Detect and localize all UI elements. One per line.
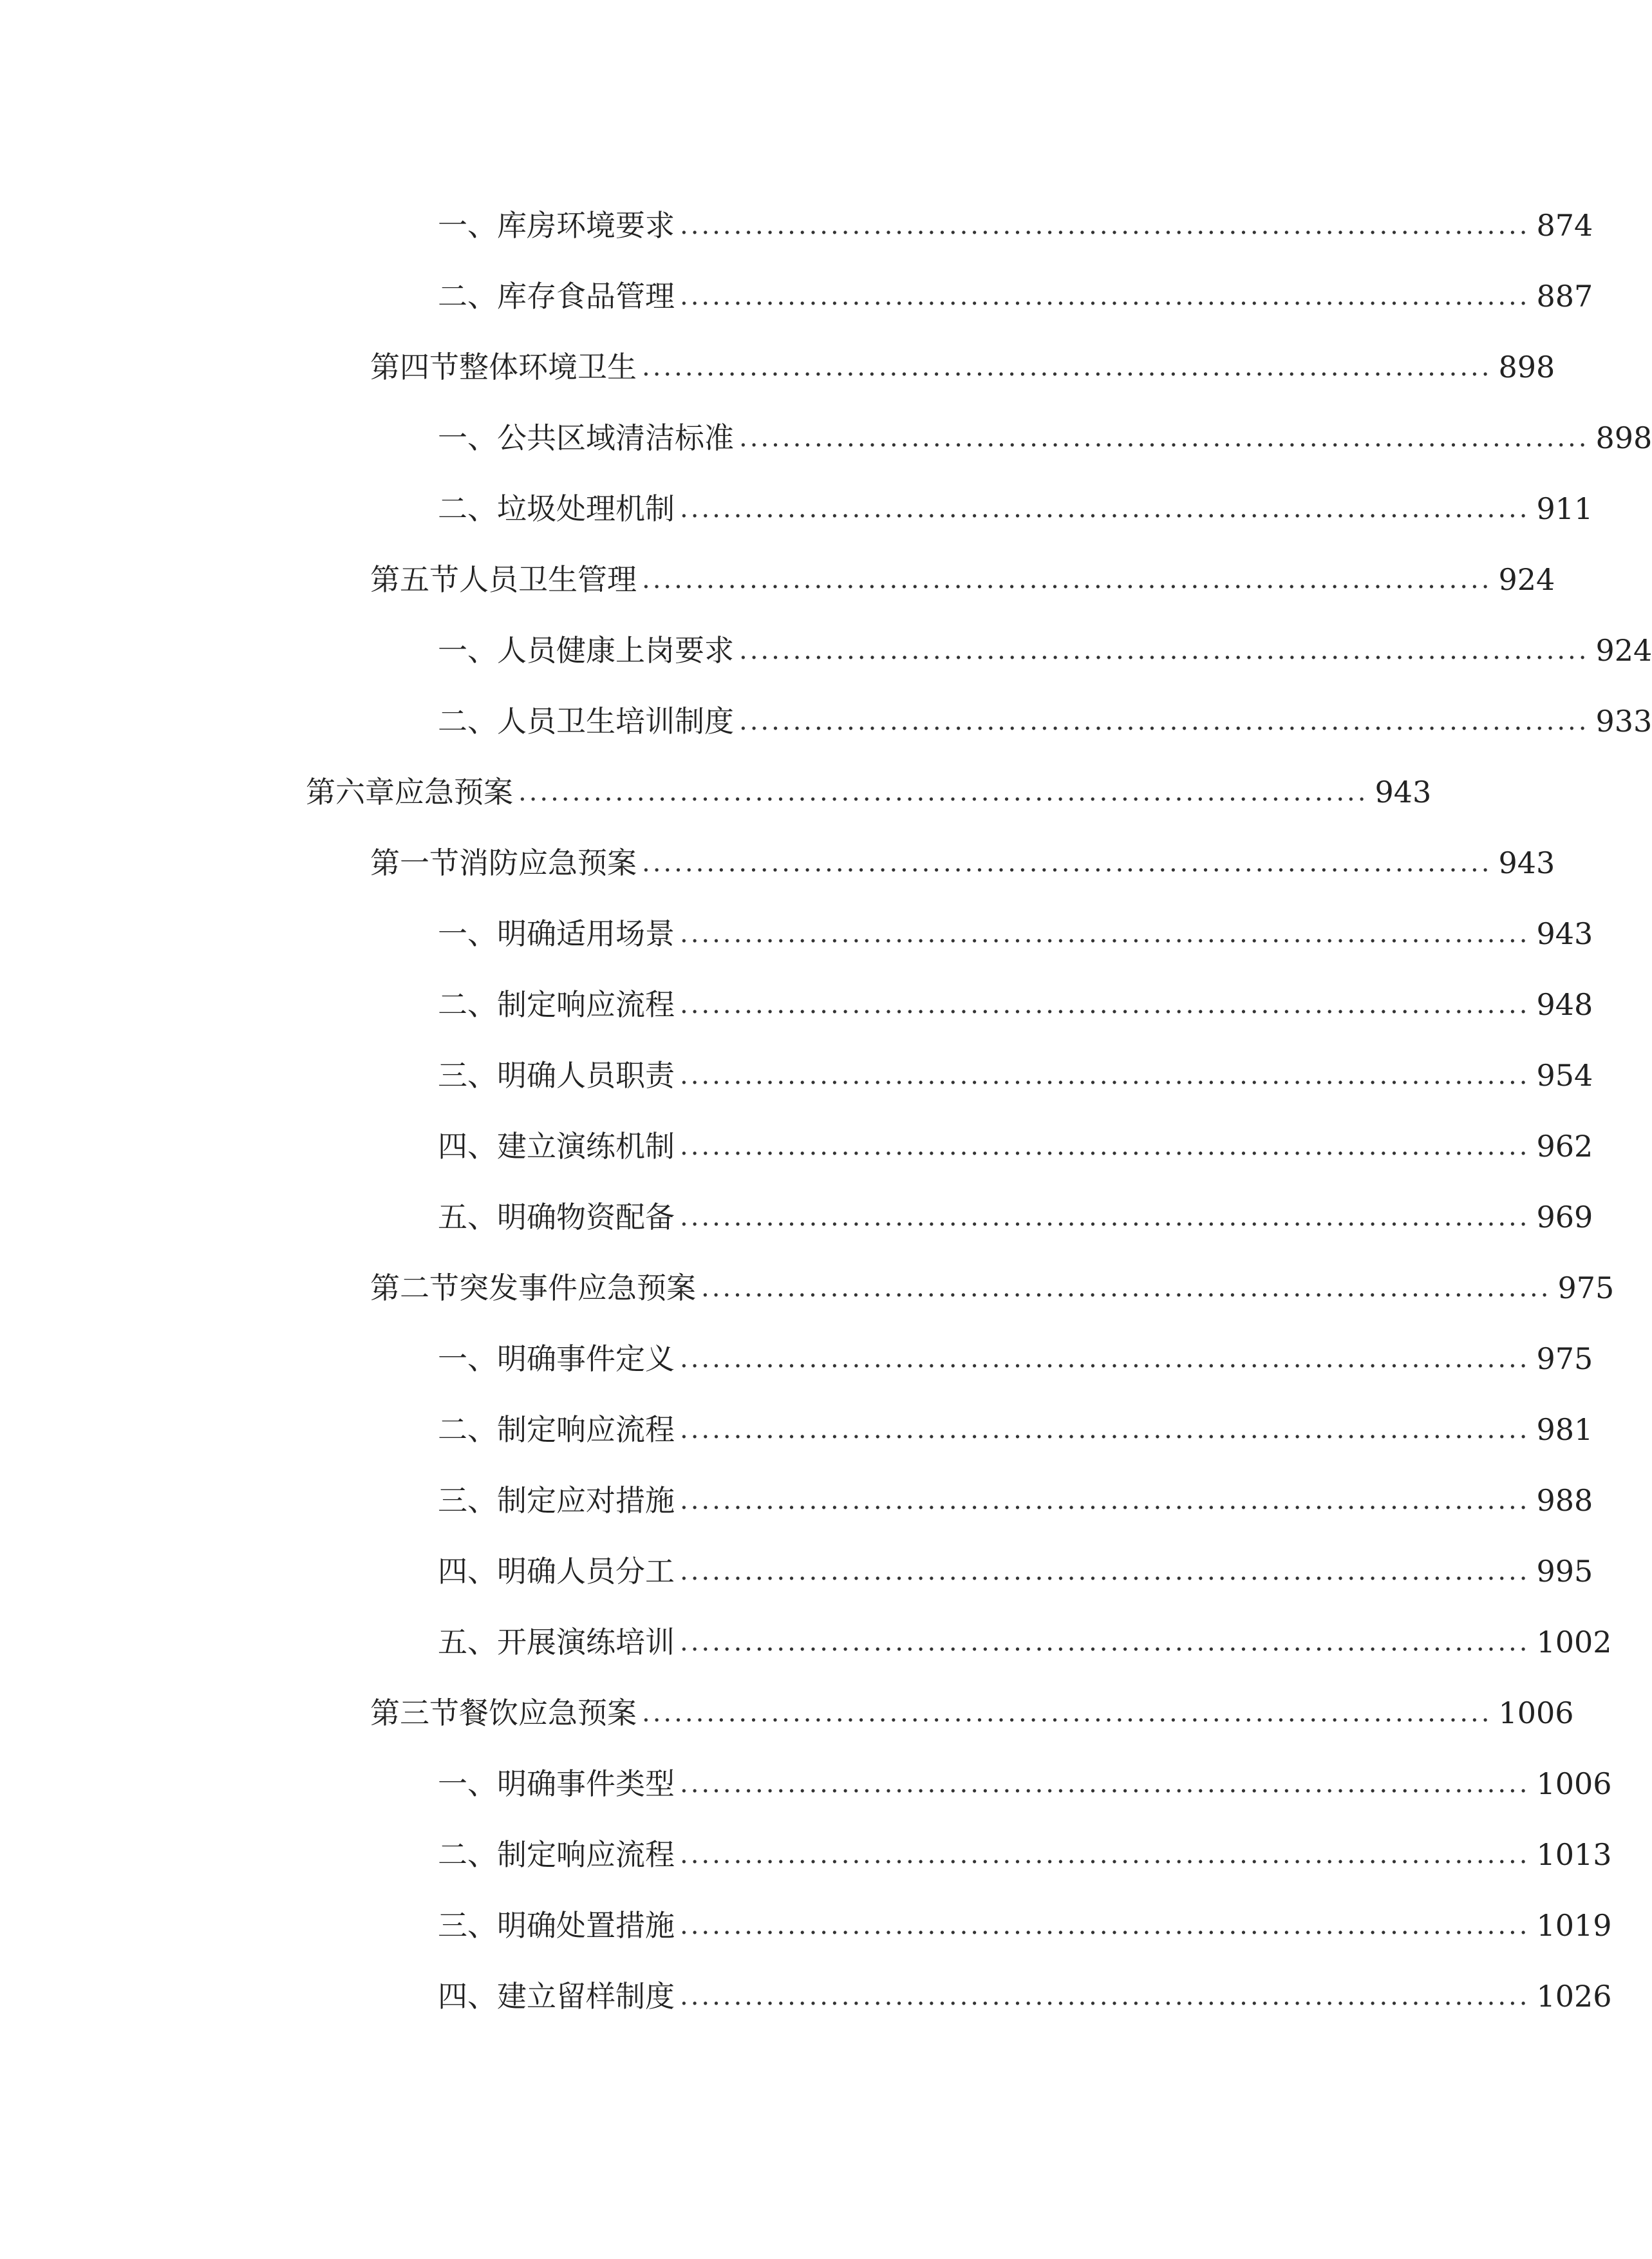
toc-entry-title: 明确事件类型 bbox=[497, 1766, 675, 1801]
toc-entry-number: 一、 bbox=[438, 1341, 497, 1376]
toc-entry-number: 一、 bbox=[438, 916, 497, 951]
toc-entry[interactable] bbox=[438, 695, 1652, 747]
toc-entry[interactable] bbox=[438, 1404, 1593, 1455]
toc-entry-page: 988 bbox=[1536, 1483, 1593, 1518]
toc-entry-page: 924 bbox=[1498, 562, 1555, 597]
toc-entry-page: 969 bbox=[1536, 1200, 1593, 1234]
toc-entry-number: 二、 bbox=[438, 491, 497, 526]
toc-entry[interactable] bbox=[370, 837, 1555, 889]
toc-entry-title: 开展演练培训 bbox=[497, 1625, 675, 1659]
toc-entry-number: 五、 bbox=[438, 1200, 497, 1234]
toc-entry-number: 二、 bbox=[438, 279, 497, 314]
toc-entry[interactable] bbox=[438, 1050, 1593, 1101]
toc-entry-title: 库房环境要求 bbox=[497, 208, 675, 243]
dot-leader: ............................................................................... bbox=[680, 1840, 1530, 1869]
toc-entry-number: 一、 bbox=[438, 1766, 497, 1801]
toc-entry-page: 911 bbox=[1536, 491, 1593, 526]
toc-entry[interactable] bbox=[438, 1475, 1593, 1526]
toc-entry-page: 943 bbox=[1536, 916, 1593, 951]
dot-leader: ............................................................................... bbox=[680, 494, 1530, 524]
toc-entry-number: 一、 bbox=[438, 633, 497, 668]
toc-entry-number: 一、 bbox=[438, 421, 497, 455]
toc-entry-page: 962 bbox=[1536, 1129, 1593, 1164]
toc-entry[interactable] bbox=[438, 1191, 1593, 1243]
toc-entry-page: 943 bbox=[1498, 846, 1555, 880]
toc-entry[interactable] bbox=[370, 554, 1555, 605]
toc-entry-number: 二、 bbox=[438, 987, 497, 1022]
toc-entry-number: 二、 bbox=[438, 1837, 497, 1872]
toc-entry-page: 933 bbox=[1595, 704, 1652, 739]
toc-entry-page: 975 bbox=[1536, 1341, 1593, 1376]
toc-entry-title: 公共区域清洁标准 bbox=[497, 421, 734, 455]
toc-entry-page: 1013 bbox=[1536, 1837, 1612, 1872]
toc-entry-title: 人员健康上岗要求 bbox=[497, 633, 734, 668]
toc-entry-title: 建立演练机制 bbox=[497, 1129, 675, 1164]
dot-leader: ............................................................................... bbox=[680, 1344, 1530, 1374]
toc-entry-title: 制定应对措施 bbox=[497, 1483, 675, 1518]
toc-entry-number: 四、 bbox=[438, 1554, 497, 1589]
dot-leader: ............................................................................... bbox=[739, 706, 1590, 736]
toc-entry-number: 第三节 bbox=[370, 1696, 459, 1730]
toc-entry-number: 二、 bbox=[438, 1412, 497, 1447]
dot-leader: ............................................................................... bbox=[701, 1273, 1552, 1303]
toc-entry-title: 明确物资配备 bbox=[497, 1200, 675, 1234]
toc-entry-number: 第五节 bbox=[370, 562, 459, 597]
dot-leader: ............................................................................... bbox=[680, 1627, 1530, 1657]
toc-entry-title: 明确人员职责 bbox=[497, 1058, 675, 1093]
dot-leader: ............................................................................... bbox=[680, 211, 1530, 240]
toc-entry-page: 887 bbox=[1536, 279, 1593, 314]
toc-entry-title: 消防应急预案 bbox=[459, 846, 637, 880]
toc-entry[interactable] bbox=[438, 908, 1593, 959]
toc-entry[interactable] bbox=[438, 625, 1652, 676]
dot-leader: ............................................................................... bbox=[680, 1486, 1530, 1515]
toc-entry-number: 三、 bbox=[438, 1908, 497, 1943]
toc-entry-number: 三、 bbox=[438, 1058, 497, 1093]
toc-entry-page: 975 bbox=[1557, 1271, 1615, 1305]
toc-entry[interactable] bbox=[306, 766, 1432, 818]
toc-entry-number: 四、 bbox=[438, 1129, 497, 1164]
toc-entry[interactable] bbox=[370, 1262, 1615, 1314]
toc-entry[interactable] bbox=[438, 1333, 1593, 1385]
toc-entry-title: 制定响应流程 bbox=[497, 1412, 675, 1447]
toc-entry-page: 1026 bbox=[1536, 1979, 1612, 2014]
toc-entry-page: 995 bbox=[1536, 1554, 1593, 1589]
toc-entry-title: 制定响应流程 bbox=[497, 987, 675, 1022]
toc-entry-number: 四、 bbox=[438, 1979, 497, 2014]
toc-entry-title: 突发事件应急预案 bbox=[459, 1271, 696, 1305]
dot-leader: ............................................................................... bbox=[642, 565, 1492, 594]
toc-entry-number: 第四节 bbox=[370, 350, 459, 384]
toc-entry-title: 库存食品管理 bbox=[497, 279, 675, 314]
dot-leader: ............................................................................... bbox=[680, 281, 1530, 311]
toc-entry-title: 明确处置措施 bbox=[497, 1908, 675, 1943]
toc-entry-page: 981 bbox=[1536, 1412, 1593, 1447]
toc-entry[interactable] bbox=[438, 1971, 1612, 2022]
toc-entry-page: 898 bbox=[1595, 421, 1652, 455]
dot-leader: ............................................................................... bbox=[680, 1981, 1530, 2011]
dot-leader: ............................................................................... bbox=[642, 1698, 1492, 1728]
toc-entry-number: 二、 bbox=[438, 704, 497, 739]
toc-entry[interactable] bbox=[438, 483, 1593, 534]
toc-entry-page: 898 bbox=[1498, 350, 1555, 384]
toc-entry-title: 明确事件定义 bbox=[497, 1341, 675, 1376]
toc-entry-title: 制定响应流程 bbox=[497, 1837, 675, 1872]
toc-entry[interactable] bbox=[438, 412, 1652, 464]
toc-entry[interactable] bbox=[438, 1616, 1612, 1668]
dot-leader: ............................................................................... bbox=[680, 1202, 1530, 1232]
dot-leader: ............................................................................... bbox=[680, 1911, 1530, 1940]
dot-leader: ............................................................................... bbox=[642, 848, 1492, 878]
toc-entry-page: 874 bbox=[1536, 208, 1593, 243]
toc-entry[interactable] bbox=[438, 200, 1593, 251]
toc-entry[interactable] bbox=[438, 1758, 1612, 1810]
toc-entry-page: 943 bbox=[1375, 775, 1432, 809]
toc-entry-title: 垃圾处理机制 bbox=[497, 491, 675, 526]
toc-entry-number: 第一节 bbox=[370, 846, 459, 880]
toc-entry-page: 1002 bbox=[1536, 1625, 1612, 1659]
dot-leader: ............................................................................... bbox=[680, 990, 1530, 1019]
toc-entry-page: 924 bbox=[1595, 633, 1652, 668]
toc-entry-title: 整体环境卫生 bbox=[459, 350, 637, 384]
toc-entry-title: 人员卫生管理 bbox=[459, 562, 637, 597]
toc-entry-number: 第六章 bbox=[306, 775, 395, 809]
toc-entry-page: 1006 bbox=[1536, 1766, 1612, 1801]
toc-entry-page: 1006 bbox=[1498, 1696, 1574, 1730]
dot-leader: ............................................................................... bbox=[518, 777, 1369, 807]
dot-leader: ............................................................................... bbox=[680, 1556, 1530, 1586]
toc-entry[interactable] bbox=[438, 979, 1593, 1030]
toc-entry-number: 第二节 bbox=[370, 1271, 459, 1305]
toc-entry[interactable] bbox=[438, 1545, 1593, 1597]
dot-leader: ............................................................................... bbox=[680, 1415, 1530, 1444]
toc-entry-number: 三、 bbox=[438, 1483, 497, 1518]
toc-entry[interactable] bbox=[438, 1900, 1612, 1951]
toc-entry-title: 建立留样制度 bbox=[497, 1979, 675, 2014]
toc-entry-number: 一、 bbox=[438, 208, 497, 243]
dot-leader: ............................................................................... bbox=[680, 919, 1530, 949]
dot-leader: ............................................................................... bbox=[680, 1061, 1530, 1090]
toc-entry[interactable] bbox=[370, 341, 1555, 393]
toc-entry-page: 948 bbox=[1536, 987, 1593, 1022]
dot-leader: ............................................................................... bbox=[680, 1131, 1530, 1161]
toc-entry-number: 五、 bbox=[438, 1625, 497, 1659]
dot-leader: ............................................................................... bbox=[642, 352, 1492, 382]
toc-entry-title: 人员卫生培训制度 bbox=[497, 704, 734, 739]
toc-entry-title: 应急预案 bbox=[395, 775, 513, 809]
toc-entry-page: 954 bbox=[1536, 1058, 1593, 1093]
toc-entry-title: 明确适用场景 bbox=[497, 916, 675, 951]
toc-entry-title: 餐饮应急预案 bbox=[459, 1696, 637, 1730]
dot-leader: ............................................................................... bbox=[739, 423, 1590, 453]
dot-leader: ............................................................................... bbox=[739, 636, 1590, 665]
toc-entry[interactable] bbox=[438, 270, 1593, 322]
toc-entry[interactable] bbox=[438, 1120, 1593, 1172]
toc-entry-title: 明确人员分工 bbox=[497, 1554, 675, 1589]
dot-leader: ............................................................................... bbox=[680, 1769, 1530, 1799]
toc-entry[interactable] bbox=[438, 1829, 1612, 1880]
toc-entry[interactable] bbox=[370, 1687, 1574, 1739]
toc-entry-page: 1019 bbox=[1536, 1908, 1612, 1943]
